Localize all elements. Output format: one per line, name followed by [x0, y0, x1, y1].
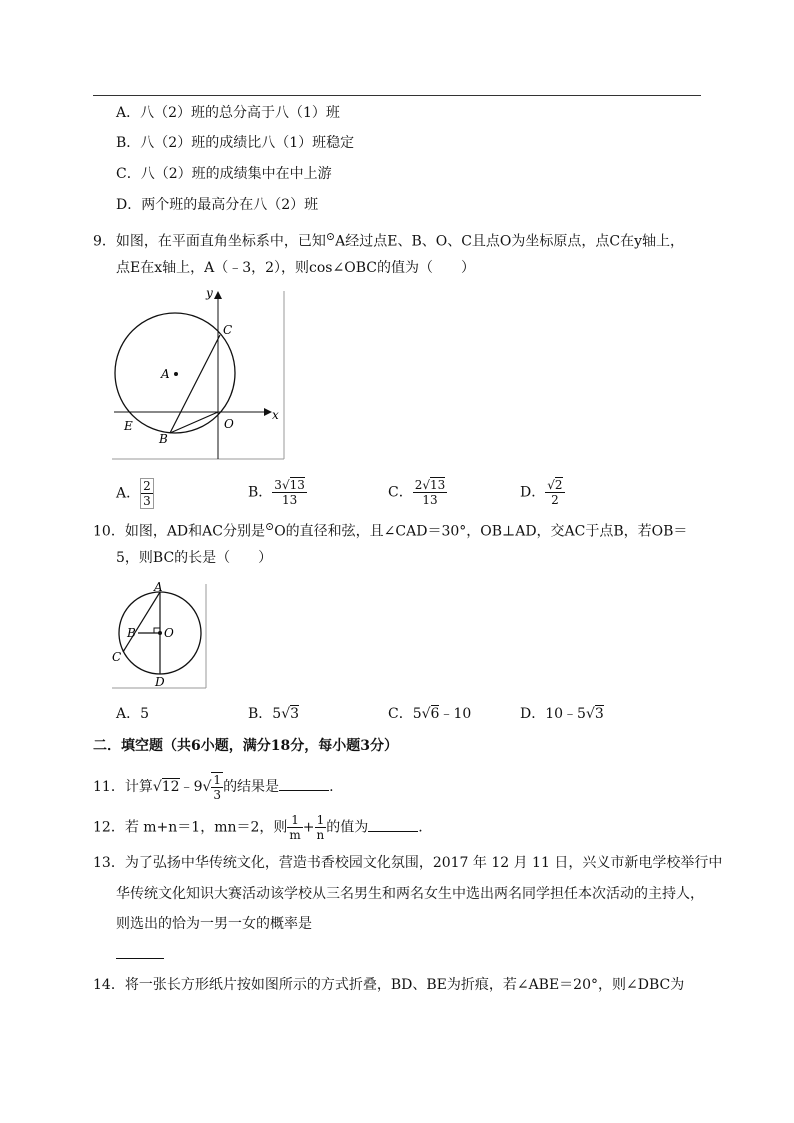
x-axis-arrow: [264, 408, 272, 416]
denominator: 13: [281, 493, 298, 507]
q10-text-b: O的直径和弦，且∠CAD＝30°，OB⊥AD，交AC于点B，若OB＝: [274, 523, 688, 540]
q10-figure: [110, 582, 210, 690]
plus-sign: +: [302, 819, 315, 836]
circle-dot-symbol: ⊙: [325, 230, 336, 243]
sqrt-icon: √: [152, 779, 162, 795]
q9-text-a: 9．如图，在平面直角坐标系中，已知: [93, 233, 326, 250]
q10-line2: 5，则BC的长是（ ）: [116, 550, 273, 566]
coefficient: 2: [414, 478, 423, 492]
label-a: A: [154, 582, 163, 594]
coefficient: 3: [274, 478, 282, 492]
radicand: 3: [290, 706, 300, 722]
q12-suffix: 的值为: [326, 819, 369, 836]
q9-option-c: [388, 478, 447, 507]
fraction: [211, 772, 223, 802]
denominator: 2: [551, 493, 559, 507]
label-x: x: [272, 408, 279, 422]
label-b: B: [159, 432, 168, 446]
option-tail: ﹣10: [439, 706, 472, 722]
fraction-2: [315, 813, 327, 842]
header-rule: [93, 95, 701, 96]
denominator: 13: [422, 493, 438, 507]
q10-text-a: 10．如图，AD和AC分别是: [93, 523, 265, 540]
q9-line2: 点E在x轴上，A（﹣3，2），则cos∠OBC的值为（ ）: [116, 260, 475, 276]
q9-text-b: A经过点E、B、O、C且点O为坐标原点，点C在y轴上，: [335, 233, 685, 250]
fraction: [545, 478, 564, 507]
denominator: m: [289, 828, 301, 842]
sqrt-icon: √: [281, 706, 291, 722]
label-o: O: [224, 417, 234, 431]
label-c: C: [223, 323, 233, 337]
label-y: y: [206, 287, 213, 300]
q12-line: [93, 813, 423, 842]
radicand: 3: [594, 706, 604, 722]
radicand: 12: [161, 779, 180, 795]
y-axis-arrow: [214, 291, 222, 299]
fraction-1: [287, 813, 302, 842]
q8-option-a: A．八（2）班的总分高于八（1）班: [116, 105, 340, 121]
radicand: 13: [289, 478, 305, 492]
q10-option-b: [248, 704, 299, 724]
label-c: C: [112, 650, 122, 664]
sqrt-icon: √: [585, 706, 595, 722]
fraction: [413, 478, 448, 507]
sqrt-icon: √: [421, 706, 431, 722]
chord-ac: [123, 592, 160, 652]
q11-suffix: 的结果是: [223, 779, 280, 795]
fraction: [272, 478, 307, 507]
sqrt-icon: √: [202, 779, 212, 795]
q9-line1: [93, 227, 684, 252]
answer-blank[interactable]: [279, 778, 329, 791]
segment-bc: [170, 335, 220, 433]
option-label: D．10﹣5: [520, 706, 586, 722]
radicand: 6: [430, 706, 440, 722]
label-b: B: [127, 626, 136, 640]
option-label: C．5: [388, 706, 422, 722]
option-label: C．: [388, 484, 413, 501]
q12-prefix: 12．若 m+n＝1，mn＝2，则: [93, 819, 288, 836]
q9-option-b: [248, 478, 307, 507]
denominator: n: [316, 828, 325, 842]
q10-line1: [93, 517, 687, 542]
label-d: D: [155, 675, 165, 689]
fraction: [140, 478, 154, 509]
sqrt-icon: √: [422, 478, 431, 492]
denominator: 3: [143, 494, 151, 508]
q9-option-a: [116, 478, 154, 509]
q9-figure: [112, 287, 287, 462]
q8-option-d: D．两个班的最高分在八（2）班: [116, 197, 319, 213]
denominator: 3: [213, 788, 222, 802]
q13-line1: 13．为了弘扬中华传统文化，营造书香校园文化氛围，2017 年 12 月 11 日，兴义市新电学校举行中: [93, 855, 723, 871]
q11-line: [93, 772, 334, 802]
q13-line2: 华传统文化知识大赛活动该学校从三名男生和两名女生中选出两名同学担任本次活动的主持人，: [116, 886, 704, 902]
q10-option-a: A．5: [116, 706, 150, 722]
q9-option-d: [520, 478, 565, 507]
sqrt-icon: √: [547, 478, 555, 492]
q13-answer-blank[interactable]: [116, 958, 164, 959]
q10-option-c: [388, 704, 471, 724]
q11-minus: ﹣9: [179, 779, 203, 795]
q8-option-b: B．八（2）班的成绩比八（1）班稳定: [116, 135, 355, 151]
answer-blank[interactable]: [368, 819, 418, 832]
option-label: B．: [248, 484, 273, 501]
q8-option-c: C．八（2）班的成绩集中在中上游: [116, 166, 332, 182]
q11-end: .: [329, 779, 334, 795]
numerator: 2: [143, 479, 151, 493]
circle-dot-symbol: ⊙: [264, 520, 275, 533]
q14-line1: 14．将一张长方形纸片按如图所示的方式折叠，BD、BE为折痕，若∠ABE＝20°，则∠DBC为: [93, 977, 685, 993]
q10-option-d: [520, 704, 604, 724]
section-2-heading: 二．填空题（共6小题，满分18分，每小题3分）: [93, 738, 398, 754]
option-label: D．: [520, 484, 546, 501]
point-o: [158, 631, 162, 635]
option-label: B．5: [248, 706, 282, 722]
q13-line3: 则选出的恰为一男一女的概率是: [116, 916, 312, 932]
option-label: A．: [116, 485, 141, 502]
numerator: 1: [287, 813, 302, 828]
numerator: 1: [315, 813, 327, 828]
q11-prefix: 11．计算: [93, 779, 153, 795]
sqrt-icon: √: [281, 478, 290, 492]
radicand: 2: [554, 478, 563, 492]
point-a: [174, 372, 178, 376]
radicand: 13: [430, 478, 446, 492]
label-e: E: [124, 419, 133, 433]
label-o: O: [164, 626, 174, 640]
label-a: A: [161, 367, 170, 381]
numerator: 1: [213, 773, 222, 787]
q12-end: .: [418, 819, 423, 836]
